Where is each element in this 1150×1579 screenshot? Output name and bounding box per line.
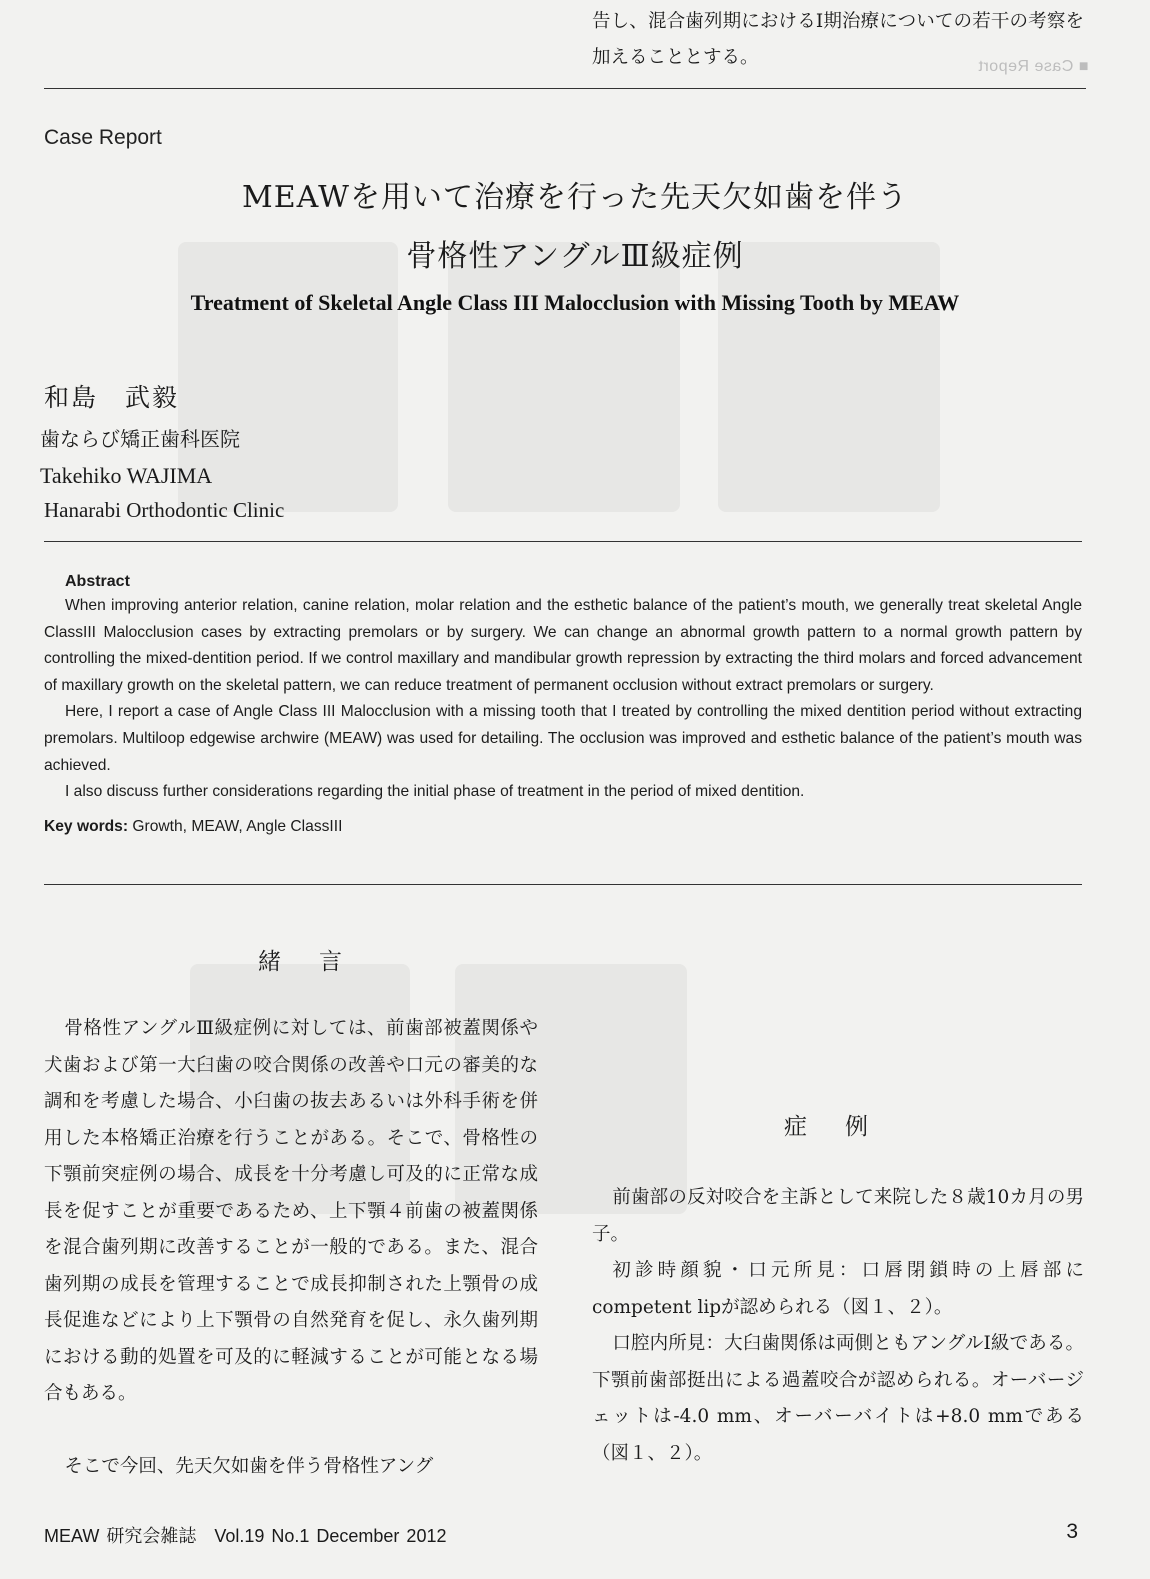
column-left [44, 1011, 538, 1413]
title-japanese-line1: MEAWを用いて治療を行った先天欠如歯を伴う [242, 180, 908, 215]
affiliation-japanese: 歯ならび矯正歯科医院 [40, 427, 240, 451]
keywords-list: Growth, MEAW, Angle ClassIII [132, 817, 343, 835]
abstract-heading: Abstract [65, 573, 130, 590]
section-heading-case: 症例 [784, 1114, 906, 1140]
journal-footer: MEAW 研究会雑誌 Vol.19 No.1 December 2012 [44, 1526, 447, 1546]
intro-paragraph-2-continued: 告し、混合歯列期におけるⅠ期治療についての若干の考察を加えることとする。 [592, 10, 1084, 68]
case-paragraph-2: 初診時顔貌・口元所見：口唇閉鎖時の上唇部にcompetent lipが認められる（図１、２）。 [592, 1260, 1084, 1318]
author-name-english: Takehiko WAJIMA [40, 463, 213, 488]
title-japanese-line2: 骨格性アングルⅢ級症例 [406, 239, 744, 274]
abstract-top-rule [44, 541, 1082, 542]
top-rule [44, 88, 1086, 89]
column-right-case [592, 1180, 1084, 1472]
bleed-through-photo [448, 242, 680, 512]
title-english: Treatment of Skeletal Angle Class III Malocclusion with Missing Tooth by MEAW [190, 290, 960, 315]
author-name-japanese: 和島 武毅 [44, 383, 180, 412]
page-number: 3 [1066, 1520, 1078, 1543]
keywords [44, 814, 1082, 841]
article-category: Case Report [44, 126, 162, 149]
keywords-label: Key words: [44, 817, 129, 835]
section-heading-introduction: 緒言 [258, 949, 380, 975]
intro-paragraph-2-start: そこで今回、先天欠如歯を伴う骨格性アング [64, 1456, 434, 1477]
abstract-bottom-rule [44, 884, 1082, 885]
case-paragraph-1: 前歯部の反対咬合を主訴として来院した８歳10カ月の男子。 [592, 1187, 1084, 1245]
bleed-through-photo [718, 242, 940, 512]
abstract-paragraph: When improving anterior relation, canine relation, molar relation and the esthetic balance of the patient’s mouth, we generally treat skeletal Angle ClassIII Malocclusion cases by extracting premolars or by surgery. We can change an abnormal growth pattern to a normal growth pattern by controlling the mixed-dentition period. If we control maxillary and mandibular growth repression by extracting the third molars and forced advancement of maxillary growth on the skeletal pattern, we can reduce treatment of permanent occlusion without extract premolars or surgery. [44, 597, 1082, 694]
abstract [44, 571, 1082, 840]
abstract-paragraph: I also discuss further considerations regarding the initial phase of treatment in the period of mixed dentition. [65, 783, 805, 801]
abstract-paragraph: Here, I report a case of Angle Class III Malocclusion with a missing tooth that I treated by controlling the mixed dentition period without extracting premolars. Multiloop edgewise archwire (MEAW) was used for detailing. The occlusion was improved and esthetic balance of the patient’s mouth was achieved. [44, 703, 1082, 774]
case-paragraph-3: 口腔内所見：大臼歯関係は両側ともアングルⅠ級である。下顎前歯部挺出による過蓋咬合が認められる。オーバージェットは-4.0 mm、オーバーバイトは+8.0 mmである（図１、２）。 [592, 1333, 1084, 1464]
intro-paragraph-1: 骨格性アングルⅢ級症例に対しては、前歯部被蓋関係や犬歯および第一大臼歯の咬合関係の改善や口元の審美的な調和を考慮した場合、小臼歯の抜去あるいは外科手術を併用した本格矯正治療を行うことがある。そこで、骨格性の下顎前突症例の場合、成長を十分考慮し可及的に正常な成長を促すことが重要であるため、上下顎４前歯の被蓋関係を混合歯列期に改善することが一般的である。また、混合歯列期の成長を管理することで成長抑制された上顎骨の成長促進などにより上下顎骨の自然発育を促し、永久歯列期における動的処置を可及的に軽減することが可能となる場合もある。 [44, 1018, 538, 1404]
running-head: ■ Case Report [977, 58, 1088, 75]
affiliation-english: Hanarabi Orthodontic Clinic [44, 498, 285, 522]
